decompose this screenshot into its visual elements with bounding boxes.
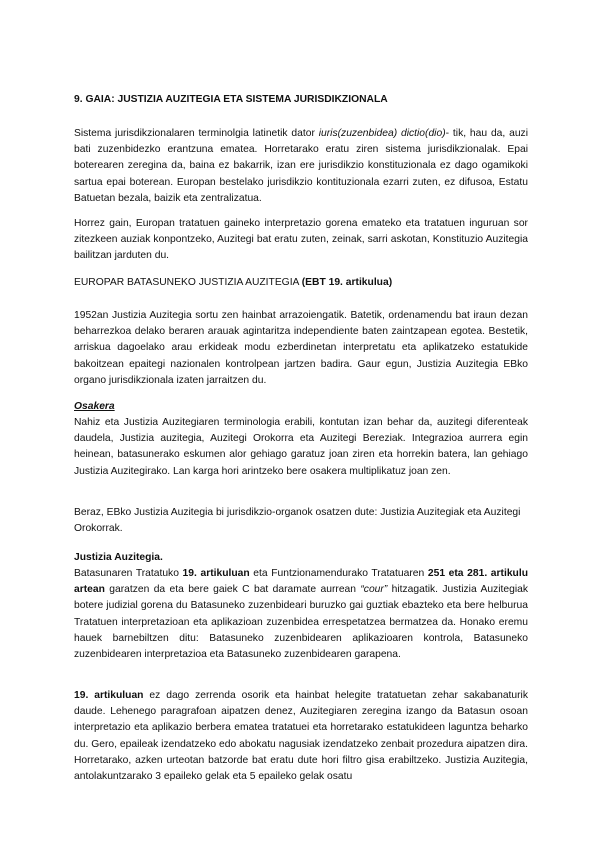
justizia-t4: hitzagatik. Justizia Auzitegiak botere judizial gorena du Batasuneko zuzenbideari buruzko gai guztiak ebazteko eta bere helburua Tratatuen interpretazioan eta aplikazioan zuzenbidea errespetatzea bermatzea da. Honako eremu hauek barnebiltzen ditu: Batasuneko zuzenbidearen aplikazioaren kontrola, Batasuneko zuzenbidearen interpretazioa eta Batasuneko zuzenbidearen garapena. xyxy=(74,584,528,661)
paragraph-intro-c: - tik, hau da, auzi bati zuzenbidezko erantzuna ematea. Horretarako eratu ziren sistema jurisdikzionalak. Epai boterearen zeregina da, baina ez bakarrik, izan ere jurisdikzio konstituzionala ez dago ogamikoki sartua epai boterean. Europan bestelako jurisdikzio kontituzionala ezarri zuten, ez difusoa, Estatu Batuetan bezala, baizik eta zentralizatua. xyxy=(74,128,528,204)
paragraph-1952: 1952an Justizia Auzitegia sortu zen hainbat arrazoiengatik. Batetik, ordenamendu bat iraun dezan beharrezkoa delako beraren arauak agintaritza independiente baten zaintzapean egotea. Bestetik, arriskua dagoelako arau erkideak modu ezberdinetan interpretatu eta aplikatzeko estatukide bakoitzean epaitegi nazionalen kontrolpean jartzen badira. Gaur egun, Justizia Auzitegia EBko organo jurisdikzionala izaten jarraitzen du. xyxy=(74,310,528,386)
section-title-justizia: Justizia Auzitegia. xyxy=(74,552,163,563)
paragraph-intro-a: Sistema jurisdikzionalaren terminolgia latinetik dator xyxy=(74,128,319,139)
justizia-t1: Batasunaren Tratatuko xyxy=(74,568,183,579)
justizia-t2: eta Funtzionamendurako Tratatuaren xyxy=(249,568,428,579)
paragraph-beraz: Beraz, EBko Justizia Auzitegia bi jurisdikzio-organok osatzen dute: Justizia Auzitegiak eta Auzitegi Orokorrak. xyxy=(74,507,521,535)
paragraph-19-artikulu xyxy=(74,688,528,785)
section-title-ebt-b: (EBT 19. artikulua) xyxy=(301,277,393,288)
justizia-b2: 251 eta 281. artikulu artean xyxy=(74,568,528,596)
justizia-b1: 19. artikuluan xyxy=(182,568,250,579)
justizia-t3: garatzen da eta bere gaiek C bat daramate aurrean xyxy=(104,584,361,596)
p5-bold: 19. artikuluan xyxy=(74,690,144,701)
p5-text: ez dago zerrenda osorik eta hainbat helegite tratatuetan zehar sakabanaturik daude. Lehenego paragrafoan aipatzen denez, Auzitegiaren zeregina izango da Batasun osoan interpretazio eta aplikazio berbera ematea tratatuei eta horretarako estatukideen laguntza beharko du. Gero, epaileak izendatzeko edo abokatu nagusiak izendatzeko zenbait prozedura aipatzen dira. Horretarako, azken urteotan batzorde bat eratu dute hori filtro gisa erabiltzeko. Justizia Auzitegia, antolakuntzarako 3 epaileko gelak eta 5 epaileko gelak osatu xyxy=(74,690,528,783)
section-title-ebt xyxy=(74,275,528,291)
paragraph-osakera: Nahiz eta Justizia Auzitegiaren terminologia erabili, kontutan izan behar da, auzitegi diferenteak daudela, Justizia auzitegia, Auzitegi Orokorra eta Auzitegi Bereziak. Integrazioa aurrera egin heinean, batasunerako eskumen alor gehiago garatuz joan ziren eta horrekin batera, lan gehiago Justizia Auzitegirako. Lan karga hori arintzeko bere osakera multiplikatuz joan zen. xyxy=(74,417,528,477)
justizia-cour: “cour” xyxy=(360,584,388,596)
paragraph-intro xyxy=(74,126,528,207)
paragraph-intro-latin: iuris(zuzenbidea) dictio(dio) xyxy=(318,128,446,139)
paragraph-europe: Horrez gain, Europan tratatuen gaineko interpretazio gorena emateko eta tratatuen inguruan sor zitezkeen auziak konpontzeko, Auzitegi bat eratu zuten, zeinak, sarri askotan, Konstituzio Auzitegia bailitzan jarduten du. xyxy=(74,218,528,262)
osakera-title: Osakera xyxy=(74,401,115,412)
chapter-title: 9. GAIA: JUSTIZIA AUZITEGIA ETA SISTEMA JURISDIKZIONALA xyxy=(74,94,388,105)
paragraph-justizia xyxy=(74,566,528,663)
section-title-ebt-a: EUROPAR BATASUNEKO JUSTIZIA AUZITEGIA xyxy=(74,277,302,288)
section-title-osakera xyxy=(74,399,528,415)
